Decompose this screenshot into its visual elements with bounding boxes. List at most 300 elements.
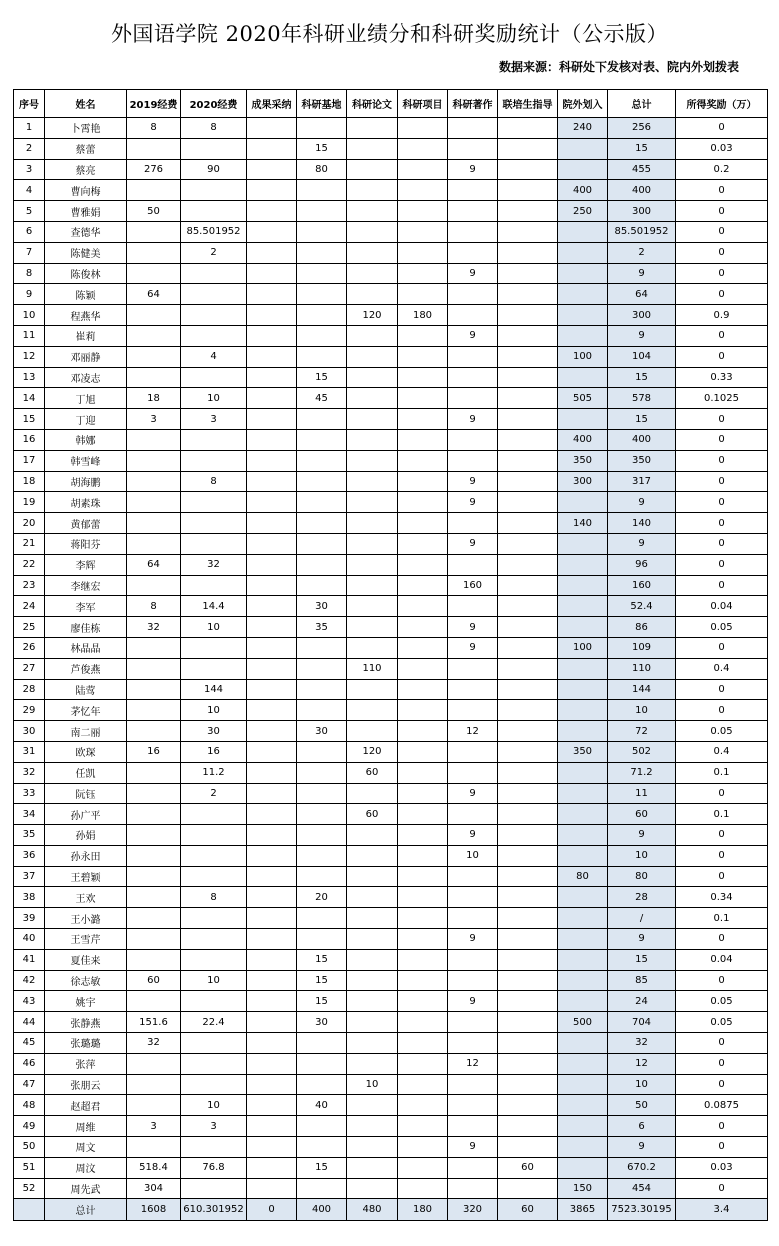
table-cell: 0 — [676, 783, 768, 804]
table-cell: 0 — [676, 492, 768, 513]
table-cell: 16 — [127, 741, 181, 762]
table-cell: 33 — [14, 783, 45, 804]
totals-cell: 3.4 — [676, 1199, 768, 1221]
table-cell — [297, 409, 347, 430]
table-cell — [498, 596, 558, 617]
table-cell: 300 — [558, 471, 608, 492]
table-cell: 10 — [181, 970, 247, 991]
table-cell: 47 — [14, 1074, 45, 1095]
table-cell — [558, 991, 608, 1012]
table-row — [14, 346, 768, 367]
page-title: 外国语学院 2020年科研业绩分和科研奖励统计（公示版） — [110, 22, 669, 46]
table-cell — [181, 263, 247, 284]
table-cell — [247, 804, 297, 825]
table-cell — [127, 180, 181, 201]
table-cell: 80 — [608, 866, 676, 887]
table-row — [14, 533, 768, 554]
table-cell — [398, 1053, 448, 1074]
header-cell: 科研基地 — [297, 90, 347, 118]
table-cell: 0.4 — [676, 741, 768, 762]
table-cell: 9 — [448, 637, 498, 658]
table-cell — [181, 575, 247, 596]
table-cell — [498, 492, 558, 513]
table-cell: 502 — [608, 741, 676, 762]
table-cell — [297, 346, 347, 367]
table-cell: 35 — [297, 617, 347, 638]
table-cell — [498, 305, 558, 326]
table-row — [14, 325, 768, 346]
table-cell — [181, 1074, 247, 1095]
table-cell: 0 — [676, 346, 768, 367]
table-cell — [247, 263, 297, 284]
table-cell — [498, 409, 558, 430]
table-cell — [347, 533, 398, 554]
table-cell: 0 — [676, 929, 768, 950]
table-cell: 9 — [448, 471, 498, 492]
table-cell: 304 — [127, 1178, 181, 1199]
table-cell — [398, 450, 448, 471]
table-cell: 10 — [181, 617, 247, 638]
table-cell — [558, 409, 608, 430]
table-cell — [127, 845, 181, 866]
table-row — [14, 554, 768, 575]
table-cell — [448, 804, 498, 825]
table-cell — [448, 554, 498, 575]
table-cell — [297, 284, 347, 305]
table-cell — [297, 1074, 347, 1095]
table-cell: 60 — [608, 804, 676, 825]
table-cell: 3 — [14, 159, 45, 180]
table-cell: 32 — [608, 1033, 676, 1054]
table-cell — [498, 118, 558, 139]
table-cell — [127, 429, 181, 450]
table-cell: 9 — [608, 533, 676, 554]
table-cell — [498, 221, 558, 242]
table-cell: 7 — [14, 242, 45, 263]
table-cell: 22.4 — [181, 1012, 247, 1033]
table-cell — [448, 762, 498, 783]
table-cell — [558, 804, 608, 825]
table-row — [14, 700, 768, 721]
table-cell: 3 — [181, 1116, 247, 1137]
table-cell: 2 — [181, 783, 247, 804]
table-cell: 9 — [608, 825, 676, 846]
table-cell: 张璐璐 — [45, 1033, 127, 1054]
table-cell — [347, 138, 398, 159]
table-cell — [297, 1137, 347, 1158]
totals-cell: 320 — [448, 1199, 498, 1221]
table-cell: 12 — [14, 346, 45, 367]
table-cell — [448, 221, 498, 242]
table-cell: 454 — [608, 1178, 676, 1199]
table-cell — [347, 596, 398, 617]
table-cell — [398, 325, 448, 346]
table-cell: 10 — [448, 845, 498, 866]
table-cell: 陈健美 — [45, 242, 127, 263]
table-cell: 80 — [558, 866, 608, 887]
table-cell: 21 — [14, 533, 45, 554]
table-cell — [247, 1053, 297, 1074]
table-cell: 8 — [181, 471, 247, 492]
table-cell — [181, 180, 247, 201]
table-cell: 26 — [14, 637, 45, 658]
table-cell — [127, 346, 181, 367]
table-cell — [398, 970, 448, 991]
table-cell: 邓凌志 — [45, 367, 127, 388]
table-cell — [398, 492, 448, 513]
table-cell: 3 — [127, 1116, 181, 1137]
table-cell: 8 — [14, 263, 45, 284]
table-cell: 64 — [127, 284, 181, 305]
table-cell — [398, 242, 448, 263]
table-row — [14, 596, 768, 617]
table-cell: 50 — [127, 201, 181, 222]
table-cell — [498, 970, 558, 991]
table-cell — [498, 533, 558, 554]
header-cell: 序号 — [14, 90, 45, 118]
table-cell — [398, 1116, 448, 1137]
table-cell — [398, 284, 448, 305]
table-cell: 蒋阳芬 — [45, 533, 127, 554]
table-cell — [297, 637, 347, 658]
table-cell: 48 — [14, 1095, 45, 1116]
table-cell: 11 — [14, 325, 45, 346]
table-cell — [448, 180, 498, 201]
table-cell — [297, 658, 347, 679]
table-cell: 陈俊林 — [45, 263, 127, 284]
table-cell — [347, 429, 398, 450]
table-cell — [347, 991, 398, 1012]
table-row — [14, 263, 768, 284]
table-cell: 144 — [608, 679, 676, 700]
table-cell — [247, 346, 297, 367]
table-row — [14, 679, 768, 700]
table-cell — [247, 284, 297, 305]
table-cell: 578 — [608, 388, 676, 409]
table-cell: 110 — [608, 658, 676, 679]
table-cell: 林晶晶 — [45, 637, 127, 658]
table-cell — [181, 929, 247, 950]
table-cell — [297, 221, 347, 242]
table-cell — [347, 284, 398, 305]
table-cell: 陈颖 — [45, 284, 127, 305]
table-cell: 0 — [676, 575, 768, 596]
table-cell: 蔡蕾 — [45, 138, 127, 159]
table-cell: 14.4 — [181, 596, 247, 617]
table-cell — [347, 554, 398, 575]
table-cell — [558, 1137, 608, 1158]
table-cell: 9 — [448, 159, 498, 180]
table-cell: 9 — [608, 929, 676, 950]
table-row — [14, 783, 768, 804]
table-cell — [181, 637, 247, 658]
table-cell — [448, 138, 498, 159]
table-cell — [347, 825, 398, 846]
table-cell — [448, 201, 498, 222]
table-cell: 60 — [347, 762, 398, 783]
table-cell — [448, 887, 498, 908]
table-cell: 14 — [14, 388, 45, 409]
table-cell — [498, 242, 558, 263]
table-cell: 60 — [347, 804, 398, 825]
table-cell: 0.05 — [676, 721, 768, 742]
totals-cell: 610.301952 — [181, 1199, 247, 1221]
table-cell — [347, 492, 398, 513]
table-cell — [498, 845, 558, 866]
table-cell: 60 — [498, 1157, 558, 1178]
table-cell — [181, 658, 247, 679]
table-row — [14, 159, 768, 180]
table-cell — [347, 118, 398, 139]
table-cell — [498, 429, 558, 450]
table-cell — [498, 617, 558, 638]
table-row — [14, 929, 768, 950]
table-cell: 150 — [558, 1178, 608, 1199]
table-cell: 20 — [297, 887, 347, 908]
totals-cell: 400 — [297, 1199, 347, 1221]
table-cell: 15 — [297, 1157, 347, 1178]
table-cell — [347, 367, 398, 388]
table-cell: 32 — [181, 554, 247, 575]
table-cell — [181, 1033, 247, 1054]
table-cell: 43 — [14, 991, 45, 1012]
table-cell — [181, 429, 247, 450]
table-cell — [247, 575, 297, 596]
table-row — [14, 1095, 768, 1116]
table-cell — [127, 929, 181, 950]
table-cell: 曹向梅 — [45, 180, 127, 201]
table-cell — [347, 1012, 398, 1033]
table-cell — [347, 242, 398, 263]
table-cell: 0.33 — [676, 367, 768, 388]
table-cell: 100 — [558, 637, 608, 658]
table-cell: 28 — [14, 679, 45, 700]
table-cell: 17 — [14, 450, 45, 471]
table-row — [14, 721, 768, 742]
table-cell — [448, 513, 498, 534]
table-cell — [247, 429, 297, 450]
table-cell — [398, 1137, 448, 1158]
table-cell — [297, 929, 347, 950]
table-cell — [498, 471, 558, 492]
table-cell: 300 — [608, 201, 676, 222]
table-cell: 0.1 — [676, 908, 768, 929]
table-cell: 24 — [608, 991, 676, 1012]
table-cell: 18 — [127, 388, 181, 409]
table-cell: 周文 — [45, 1137, 127, 1158]
table-cell — [127, 325, 181, 346]
table-cell — [297, 908, 347, 929]
table-cell: 9 — [608, 263, 676, 284]
table-cell: 9 — [448, 825, 498, 846]
table-cell — [127, 533, 181, 554]
table-cell — [181, 1053, 247, 1074]
table-cell — [181, 991, 247, 1012]
table-cell: 王雪芹 — [45, 929, 127, 950]
table-cell: 周汶 — [45, 1157, 127, 1178]
table-cell — [448, 450, 498, 471]
table-cell — [247, 1033, 297, 1054]
header-cell: 院外划入 — [558, 90, 608, 118]
table-cell — [181, 908, 247, 929]
table-cell — [297, 305, 347, 326]
table-cell: 0.03 — [676, 138, 768, 159]
table-cell — [247, 180, 297, 201]
table-cell: 曹雅娟 — [45, 201, 127, 222]
table-cell — [398, 1095, 448, 1116]
table-cell — [297, 471, 347, 492]
table-cell: 19 — [14, 492, 45, 513]
table-row — [14, 221, 768, 242]
table-cell: 王碧颖 — [45, 866, 127, 887]
table-cell — [558, 284, 608, 305]
table-cell — [398, 679, 448, 700]
table-cell: 15 — [608, 409, 676, 430]
table-cell: 0 — [676, 118, 768, 139]
table-cell — [247, 138, 297, 159]
table-cell: 15 — [608, 367, 676, 388]
table-cell — [398, 367, 448, 388]
table-cell: 256 — [608, 118, 676, 139]
table-cell — [398, 658, 448, 679]
table-cell: 8 — [181, 118, 247, 139]
table-row — [14, 513, 768, 534]
table-cell: 85 — [608, 970, 676, 991]
table-cell: 15 — [297, 367, 347, 388]
table-cell — [398, 783, 448, 804]
table-cell — [398, 159, 448, 180]
table-cell: 崔莉 — [45, 325, 127, 346]
table-cell: 30 — [297, 721, 347, 742]
table-cell — [448, 908, 498, 929]
table-cell — [347, 1053, 398, 1074]
table-cell: 0 — [676, 221, 768, 242]
table-cell: 455 — [608, 159, 676, 180]
table-cell: 22 — [14, 554, 45, 575]
table-cell: 110 — [347, 658, 398, 679]
table-cell — [347, 970, 398, 991]
table-cell: 孙广平 — [45, 804, 127, 825]
table-cell: 109 — [608, 637, 676, 658]
table-cell — [347, 1137, 398, 1158]
table-cell: 丁迎 — [45, 409, 127, 430]
table-cell — [247, 554, 297, 575]
table-cell: 15 — [608, 949, 676, 970]
table-cell — [297, 1033, 347, 1054]
table-cell: 120 — [347, 305, 398, 326]
table-cell: 96 — [608, 554, 676, 575]
table-cell: 9 — [608, 1137, 676, 1158]
table-cell — [448, 949, 498, 970]
table-cell — [127, 783, 181, 804]
table-cell — [127, 492, 181, 513]
table-cell — [297, 1053, 347, 1074]
table-cell — [297, 118, 347, 139]
table-cell — [247, 1178, 297, 1199]
table-cell: 王欢 — [45, 887, 127, 908]
table-cell — [398, 596, 448, 617]
table-cell — [297, 492, 347, 513]
table-cell: 505 — [558, 388, 608, 409]
table-cell — [347, 929, 398, 950]
table-cell — [297, 1178, 347, 1199]
header-cell: 姓名 — [45, 90, 127, 118]
table-cell — [127, 1095, 181, 1116]
table-cell — [498, 1053, 558, 1074]
table-cell: 芦俊燕 — [45, 658, 127, 679]
table-cell: 240 — [558, 118, 608, 139]
table-cell — [558, 533, 608, 554]
table-cell: 80 — [297, 159, 347, 180]
table-cell: 46 — [14, 1053, 45, 1074]
table-cell — [127, 804, 181, 825]
table-cell — [498, 138, 558, 159]
table-cell: 49 — [14, 1116, 45, 1137]
table-row — [14, 887, 768, 908]
table-cell — [398, 1157, 448, 1178]
totals-cell: 60 — [498, 1199, 558, 1221]
header-cell: 科研论文 — [347, 90, 398, 118]
table-cell — [347, 783, 398, 804]
table-cell — [297, 429, 347, 450]
table-cell — [498, 346, 558, 367]
table-cell: 周先武 — [45, 1178, 127, 1199]
table-cell — [297, 180, 347, 201]
table-cell: 李辉 — [45, 554, 127, 575]
table-cell — [181, 138, 247, 159]
table-cell: 廖佳栋 — [45, 617, 127, 638]
table-cell — [247, 929, 297, 950]
table-cell — [347, 866, 398, 887]
table-cell: 50 — [14, 1137, 45, 1158]
table-cell: 40 — [14, 929, 45, 950]
table-cell: 0 — [676, 325, 768, 346]
totals-cell: 3865 — [558, 1199, 608, 1221]
table-cell — [448, 1178, 498, 1199]
table-cell: 0.4 — [676, 658, 768, 679]
table-cell — [297, 741, 347, 762]
table-cell — [448, 284, 498, 305]
table-row — [14, 305, 768, 326]
table-cell: 张朋云 — [45, 1074, 127, 1095]
table-cell — [398, 991, 448, 1012]
table-cell: 0 — [676, 554, 768, 575]
table-cell — [398, 346, 448, 367]
table-cell: 90 — [181, 159, 247, 180]
table-cell — [398, 762, 448, 783]
table-cell: 71.2 — [608, 762, 676, 783]
table-cell: 32 — [127, 1033, 181, 1054]
table-cell: 0.05 — [676, 617, 768, 638]
table-cell — [498, 700, 558, 721]
table-cell — [127, 949, 181, 970]
table-cell: 32 — [14, 762, 45, 783]
table-cell — [347, 721, 398, 742]
table-cell — [558, 845, 608, 866]
table-cell — [127, 367, 181, 388]
table-cell: 35 — [14, 825, 45, 846]
table-cell — [347, 409, 398, 430]
table-cell — [448, 305, 498, 326]
table-row — [14, 284, 768, 305]
table-cell: 0 — [676, 845, 768, 866]
table-cell — [558, 617, 608, 638]
table-cell — [558, 305, 608, 326]
table-cell — [247, 471, 297, 492]
table-cell — [448, 429, 498, 450]
table-cell — [498, 388, 558, 409]
table-cell — [297, 513, 347, 534]
